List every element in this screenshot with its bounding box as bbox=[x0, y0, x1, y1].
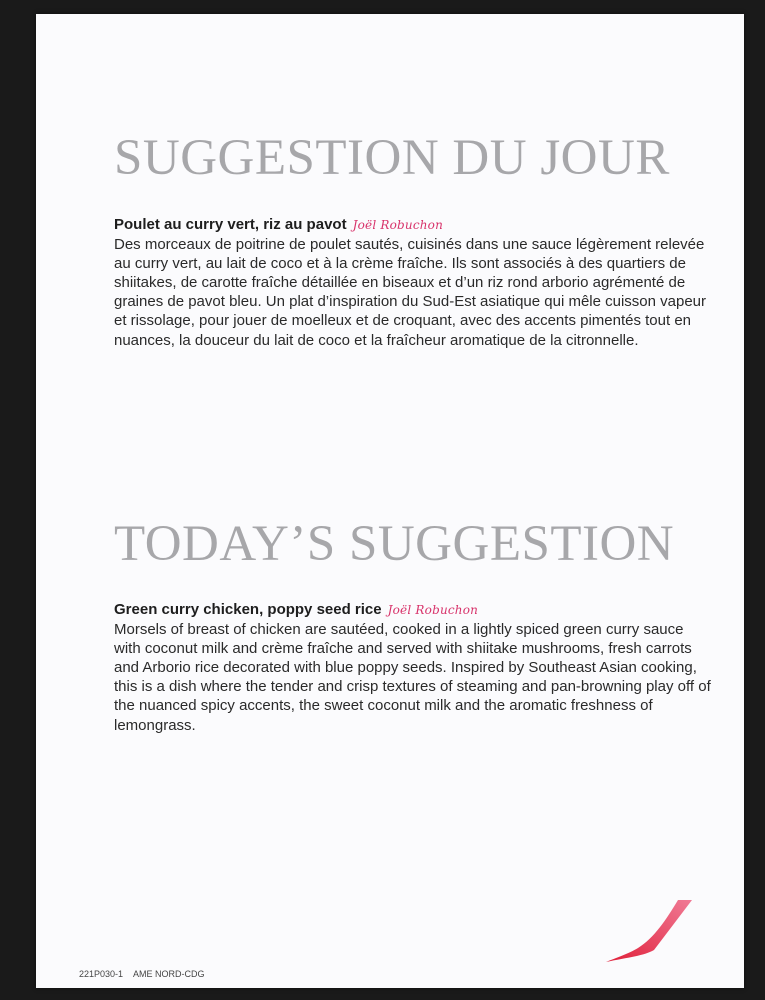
english-dish-title: Green curry chicken, poppy seed rice bbox=[114, 601, 382, 618]
footer-code: 221P030-1 bbox=[79, 969, 124, 979]
french-chef-signature: Joël Robuchon bbox=[352, 218, 444, 232]
english-dish-description: Morsels of breast of chicken are sautéed, cooked in a lightly spiced green curry sauce with coconut milk and crème fraîche and served with shiitake mushrooms, fresh carrots and Arborio rice decorated with blue poppy seeds. Inspired by Southeast Asian cooking, this is a dish where the tender and crisp textures of steaming and pan-browning play off of the nuanced spicy accents, the sweet coconut milk and the aromatic freshness of lemongrass. bbox=[114, 621, 711, 734]
french-dish-title: Poulet au curry vert, riz au pavot bbox=[114, 216, 347, 233]
french-heading: SUGGESTION DU JOUR bbox=[114, 130, 670, 186]
airline-swoosh-logo-icon bbox=[604, 898, 694, 964]
english-chef-signature: Joël Robuchon bbox=[387, 603, 479, 617]
english-dish-section bbox=[114, 600, 714, 735]
menu-card bbox=[36, 14, 744, 988]
french-dish-description: Des morceaux de poitrine de poulet sautés, cuisinés dans une sauce légèrement relevée au curry vert, au lait de coco et à la crème fraîche. Ils sont associés à des quartiers de shiitakes, de carotte fraîche détaillée en biseaux et d’un riz rond arborio agrémenté de graines de pavot bleu. Un plat d’inspiration du Sud-Est asiatique qui mêle cuisson vapeur et rissolage, pour jouer de moelleux et de croquant, avec des accents pimentés tout en nuances, la douceur du lait de coco et la fraîcheur aromatique de la citronnelle. bbox=[114, 236, 707, 349]
footer bbox=[79, 969, 205, 979]
footer-route: AME NORD-CDG bbox=[133, 969, 205, 979]
english-heading: TODAY’S SUGGESTION bbox=[114, 516, 675, 572]
french-dish-section bbox=[114, 215, 714, 350]
